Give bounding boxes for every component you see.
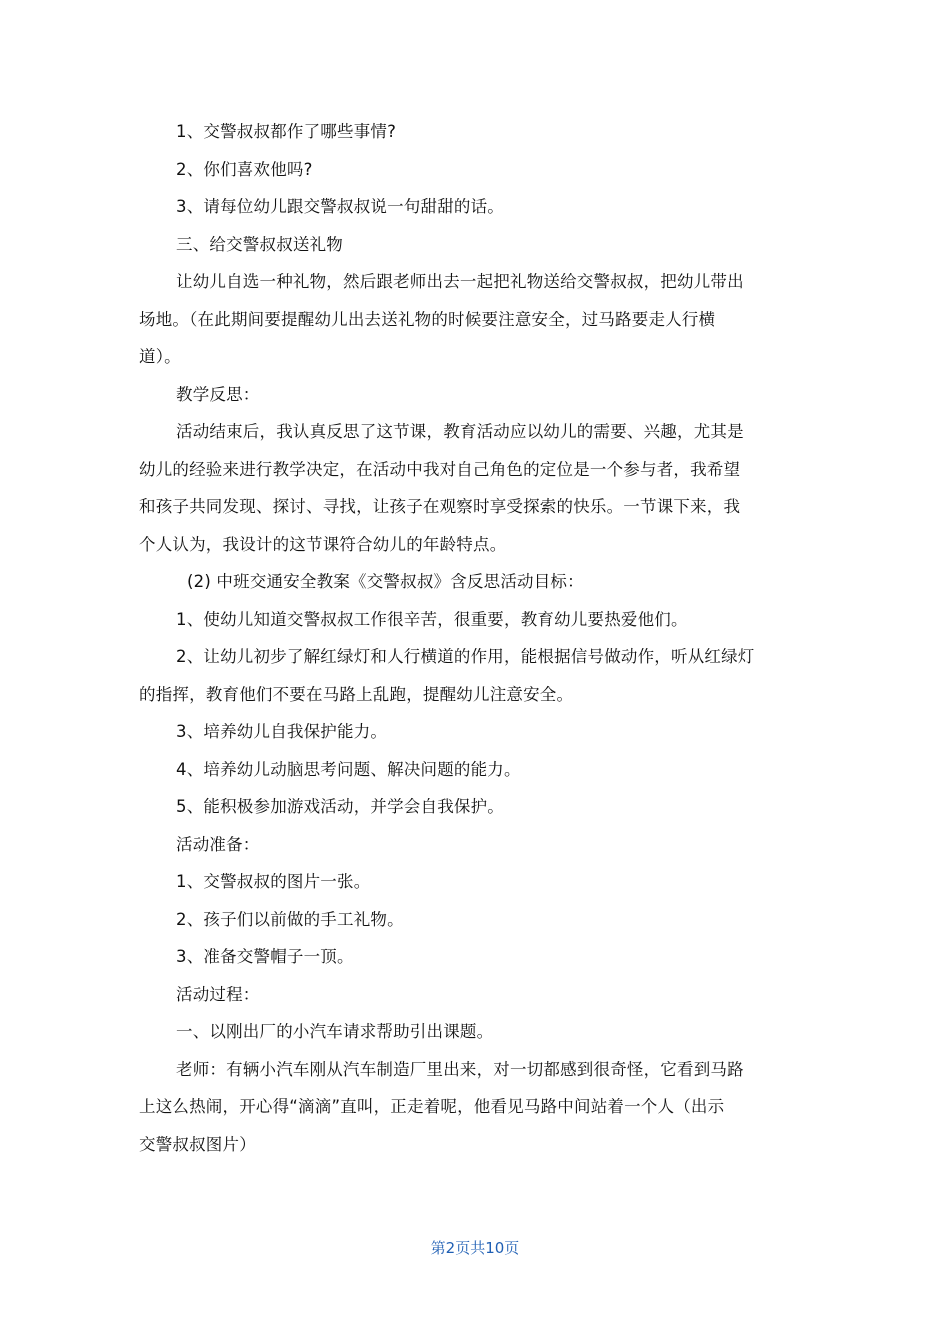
- document-body: [139, 113, 811, 1163]
- paragraph-line: 让幼儿自选一种礼物，然后跟老师出去一起把礼物送给交警叔叔，把幼儿带出: [176, 272, 744, 291]
- paragraph-line: 一、以刚出厂的小汽车请求帮助引出课题。: [176, 1022, 494, 1041]
- paragraph-line: 上这么热闹，开心得“滴滴”直叫，正走着呢，他看见马路中间站着一个人（出示: [139, 1097, 725, 1116]
- paragraph-line: 2、你们喜欢他吗?: [176, 159, 313, 179]
- paragraph-line: 3、准备交警帽子一顶。: [176, 947, 354, 966]
- paragraph-line: 4、培养幼儿动脑思考问题、解决问题的能力。: [176, 759, 521, 779]
- paragraph-line: 道）。: [139, 347, 181, 366]
- paragraph-line: 活动过程：: [176, 984, 260, 1004]
- paragraph-line: 2、孩子们以前做的手工礼物。: [176, 909, 404, 929]
- paragraph-line: 活动结束后，我认真反思了这节课，教育活动应以幼儿的需要、兴趣，尤其是: [176, 422, 744, 441]
- paragraph-line: 5、能积极参加游戏活动，并学会自我保护。: [176, 797, 504, 816]
- paragraph-line: 的指挥，教育他们不要在马路上乱跑，提醒幼儿注意安全。: [139, 684, 574, 704]
- paragraph-line: 个人认为，我设计的这节课符合幼儿的年龄特点。: [139, 534, 507, 554]
- paragraph-line: 3、培养幼儿自我保护能力。: [176, 722, 388, 741]
- page-number-footer: 第2页共10页: [430, 1239, 520, 1257]
- paragraph-line: 3、请每位幼儿跟交警叔叔说一句甜甜的话。: [176, 197, 504, 216]
- paragraph-line: 活动准备：: [176, 834, 260, 854]
- paragraph-line: 1、使幼儿知道交警叔叔工作很辛苦，很重要，教育幼儿要热爱他们。: [176, 609, 688, 629]
- paragraph-line: 三、给交警叔叔送礼物: [176, 234, 343, 254]
- paragraph-line: 1、交警叔叔的图片一张。: [176, 872, 371, 891]
- paragraph-line: 老师：有辆小汽车刚从汽车制造厂里出来，对一切都感到很奇怪，它看到马路: [176, 1059, 744, 1079]
- paragraph-line: 2、让幼儿初步了解红绿灯和人行横道的作用，能根据信号做动作，听从红绿灯: [176, 647, 755, 666]
- paragraph-line: 1、交警叔叔都作了哪些事情?: [176, 122, 397, 141]
- paragraph-line: 幼儿的经验来进行教学决定，在活动中我对自己角色的定位是一个参与者，我希望: [139, 459, 741, 479]
- paragraph-line: (2) 中班交通安全教案《交警叔叔》含反思活动目标：: [187, 572, 584, 591]
- paragraph-line: 交警叔叔图片）: [139, 1134, 256, 1154]
- paragraph-line: 和孩子共同发现、探讨、寻找，让孩子在观察时享受探索的快乐。一节课下来，我: [139, 497, 741, 516]
- paragraph-line: 场地。（在此期间要提醒幼儿出去送礼物的时候要注意安全，过马路要走人行横: [139, 309, 716, 329]
- paragraph-line: 教学反思：: [176, 384, 260, 404]
